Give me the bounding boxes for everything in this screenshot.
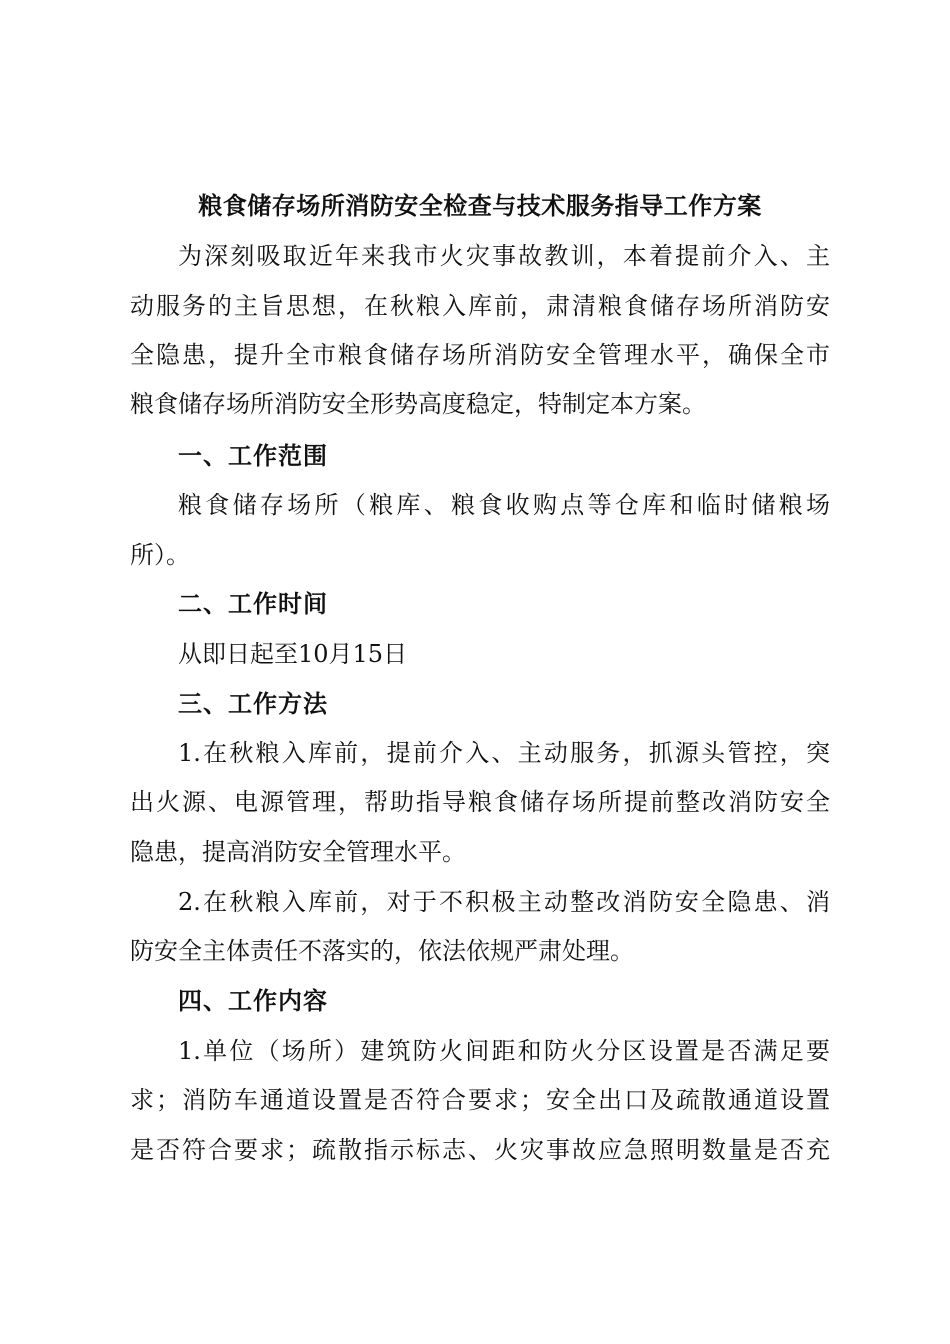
content-item1-line-1: 1.单位（场所）建筑防火间距和防火分区设置是否满足要 xyxy=(178,1037,830,1065)
intro-line-3: 全隐患，提升全市粮食储存场所消防安全管理水平，确保全市 xyxy=(130,341,830,369)
document-title: 粮食储存场所消防安全检查与技术服务指导工作方案 xyxy=(198,191,762,220)
method-item1-line-3: 隐患，提高消防安全管理水平。 xyxy=(130,838,466,866)
method-item2-line-2: 防安全主体责任不落实的，依法依规严肃处理。 xyxy=(130,937,634,965)
intro-line-4: 粮食储存场所消防安全形势高度稳定，特制定本方案。 xyxy=(130,390,706,418)
method-item1-line-2: 出火源、电源管理，帮助指导粮食储存场所提前整改消防安全 xyxy=(130,788,830,816)
scope-line-1: 粮食储存场所（粮库、粮食收购点等仓库和临时储粮场 xyxy=(178,491,830,519)
method-item2-line-1: 2.在秋粮入库前，对于不积极主动整改消防安全隐患、消 xyxy=(178,888,830,916)
section-heading-content: 四、工作内容 xyxy=(178,986,328,1015)
section-heading-scope: 一、工作范围 xyxy=(178,441,328,470)
content-item1-line-2: 求；消防车通道设置是否符合要求；安全出口及疏散通道设置 xyxy=(130,1086,830,1114)
intro-line-2: 动服务的主旨思想，在秋粮入库前，肃清粮食储存场所消防安 xyxy=(130,292,830,320)
section-heading-time: 二、工作时间 xyxy=(178,589,328,618)
time-line-1: 从即日起至10月15日 xyxy=(178,640,408,668)
method-item1-line-1: 1.在秋粮入库前，提前介入、主动服务，抓源头管控，突 xyxy=(178,739,830,767)
content-item1-line-3: 是否符合要求；疏散指示标志、火灾事故应急照明数量是否充 xyxy=(130,1136,830,1164)
scope-line-2: 所）。 xyxy=(130,541,190,569)
section-heading-method: 三、工作方法 xyxy=(178,689,328,718)
intro-line-1: 为深刻吸取近年来我市火灾事故教训，本着提前介入、主 xyxy=(178,242,830,270)
